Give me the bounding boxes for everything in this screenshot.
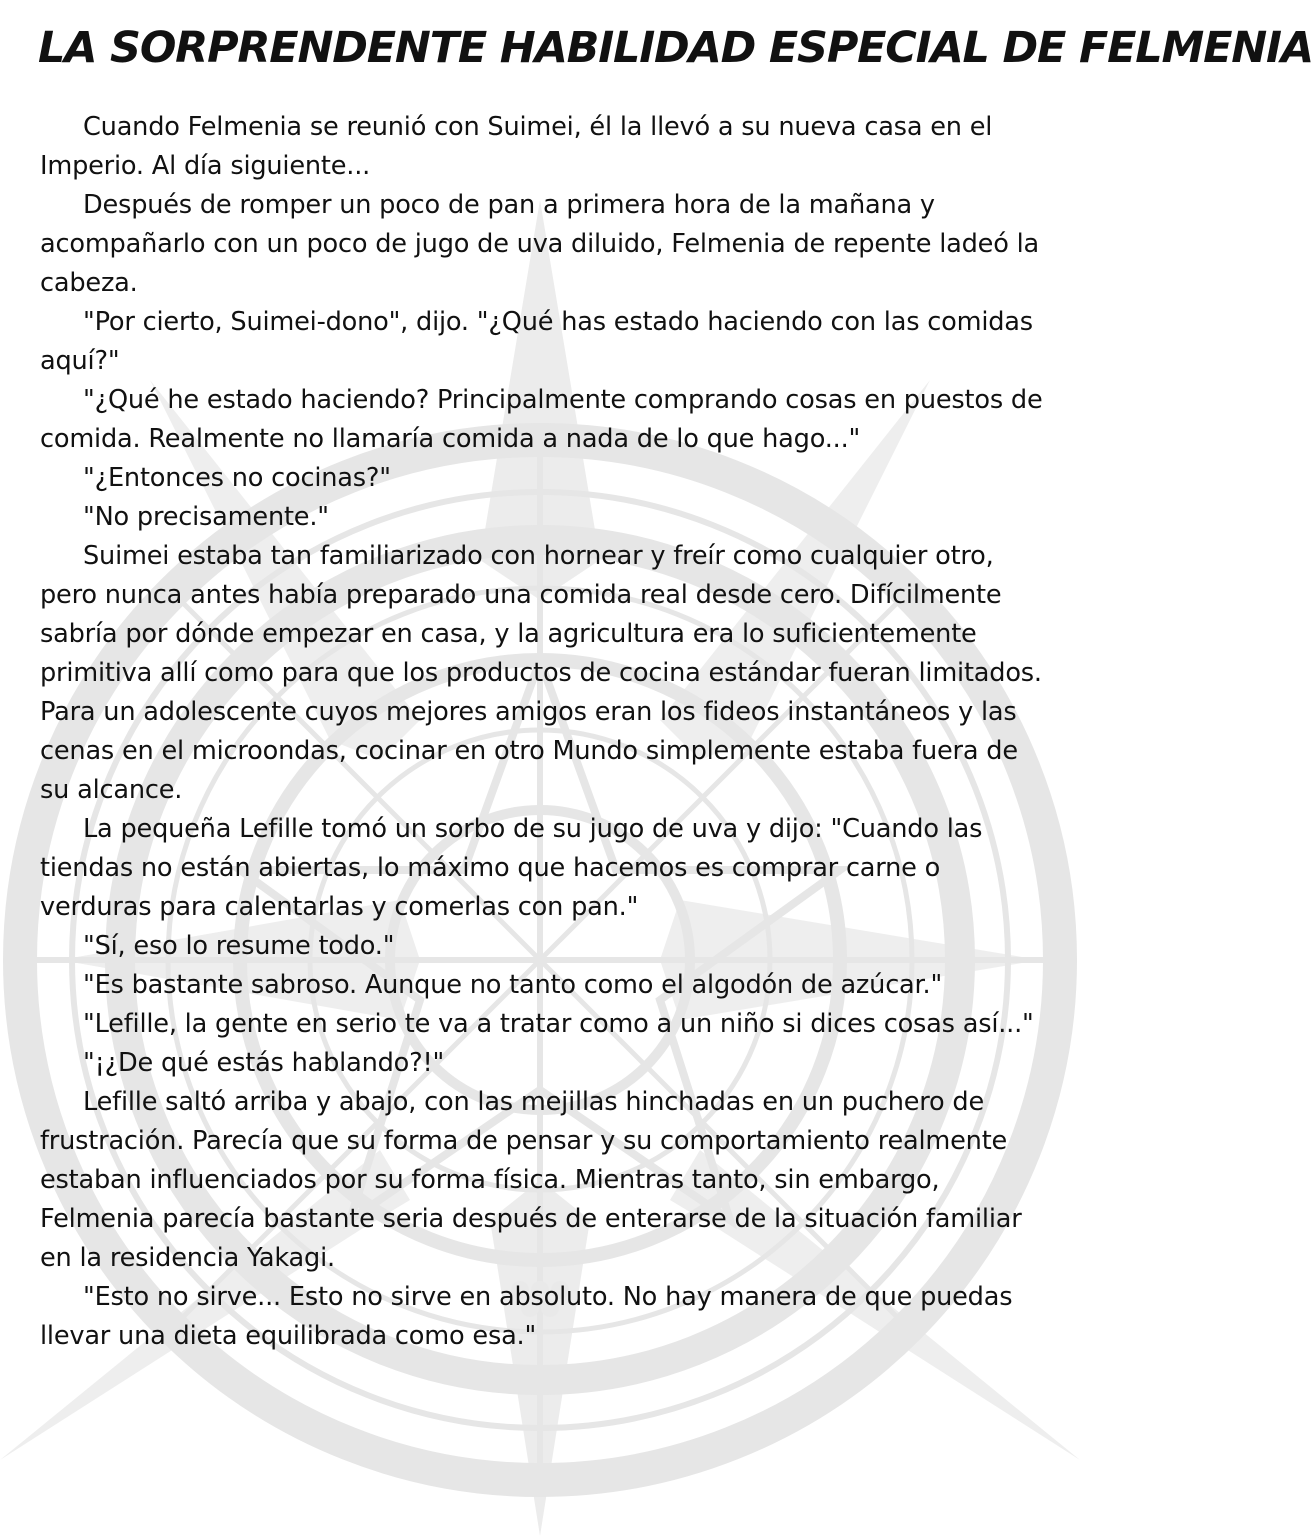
paragraph: "¿Qué he estado haciendo? Principalmente comprando cosas en puestos de comida. Realmente no llamaría comida a nada de lo que hago..." bbox=[40, 385, 1043, 454]
paragraph: Suimei estaba tan familiarizado con hornear y freír como cualquier otro, pero nunca antes había preparado una comida real desde cero. Difícilmente sabría por dónde empezar en casa, y la agricultura era lo suficientemente primitiva allí como para que los productos de cocina estándar fueran limitados. Para un adolescente cuyos mejores amigos eran los fideos instantáneos y las cenas en el microondas, cocinar en otro Mundo simplemente estaba fuera de su alcance. bbox=[40, 541, 1042, 805]
body-text bbox=[40, 108, 1050, 1356]
paragraph: "Es bastante sabroso. Aunque no tanto como el algodón de azúcar." bbox=[83, 970, 943, 1000]
paragraph: Lefille saltó arriba y abajo, con las mejillas hinchadas en un puchero de frustración. Parecía que su forma de pensar y su comportamiento realmente estaban influenciados por su forma física. Mientras tanto, sin embargo, Felmenia parecía bastante seria después de enterarse de la situación familiar en la residencia Yakagi. bbox=[40, 1087, 1022, 1273]
page-title: LA SORPRENDENTE HABILIDAD ESPECIAL DE FELMENIA bbox=[38, 23, 1313, 73]
paragraph: Cuando Felmenia se reunió con Suimei, él la llevó a su nueva casa en el Imperio. Al día siguiente... bbox=[40, 112, 993, 181]
paragraph: La pequeña Lefille tomó un sorbo de su jugo de uva y dijo: "Cuando las tiendas no están abiertas, lo máximo que hacemos es comprar carne o verduras para calentarlas y comerlas con pan." bbox=[40, 814, 983, 922]
paragraph: "¡¿De qué estás hablando?!" bbox=[83, 1048, 445, 1078]
paragraph: "No precisamente." bbox=[83, 502, 329, 532]
paragraph: "Lefille, la gente en serio te va a tratar como a un niño si dices cosas así..." bbox=[83, 1009, 1034, 1039]
paragraph: Después de romper un poco de pan a primera hora de la mañana y acompañarlo con un poco de jugo de uva diluido, Felmenia de repente ladeó la cabeza. bbox=[40, 190, 1039, 298]
paragraph: "Sí, eso lo resume todo." bbox=[83, 931, 395, 961]
paragraph: "Esto no sirve... Esto no sirve en absoluto. No hay manera de que puedas llevar una dieta equilibrada como esa." bbox=[40, 1282, 1013, 1351]
paragraph: "¿Entonces no cocinas?" bbox=[83, 463, 391, 493]
paragraph: "Por cierto, Suimei-dono", dijo. "¿Qué has estado haciendo con las comidas aquí?" bbox=[40, 307, 1033, 376]
